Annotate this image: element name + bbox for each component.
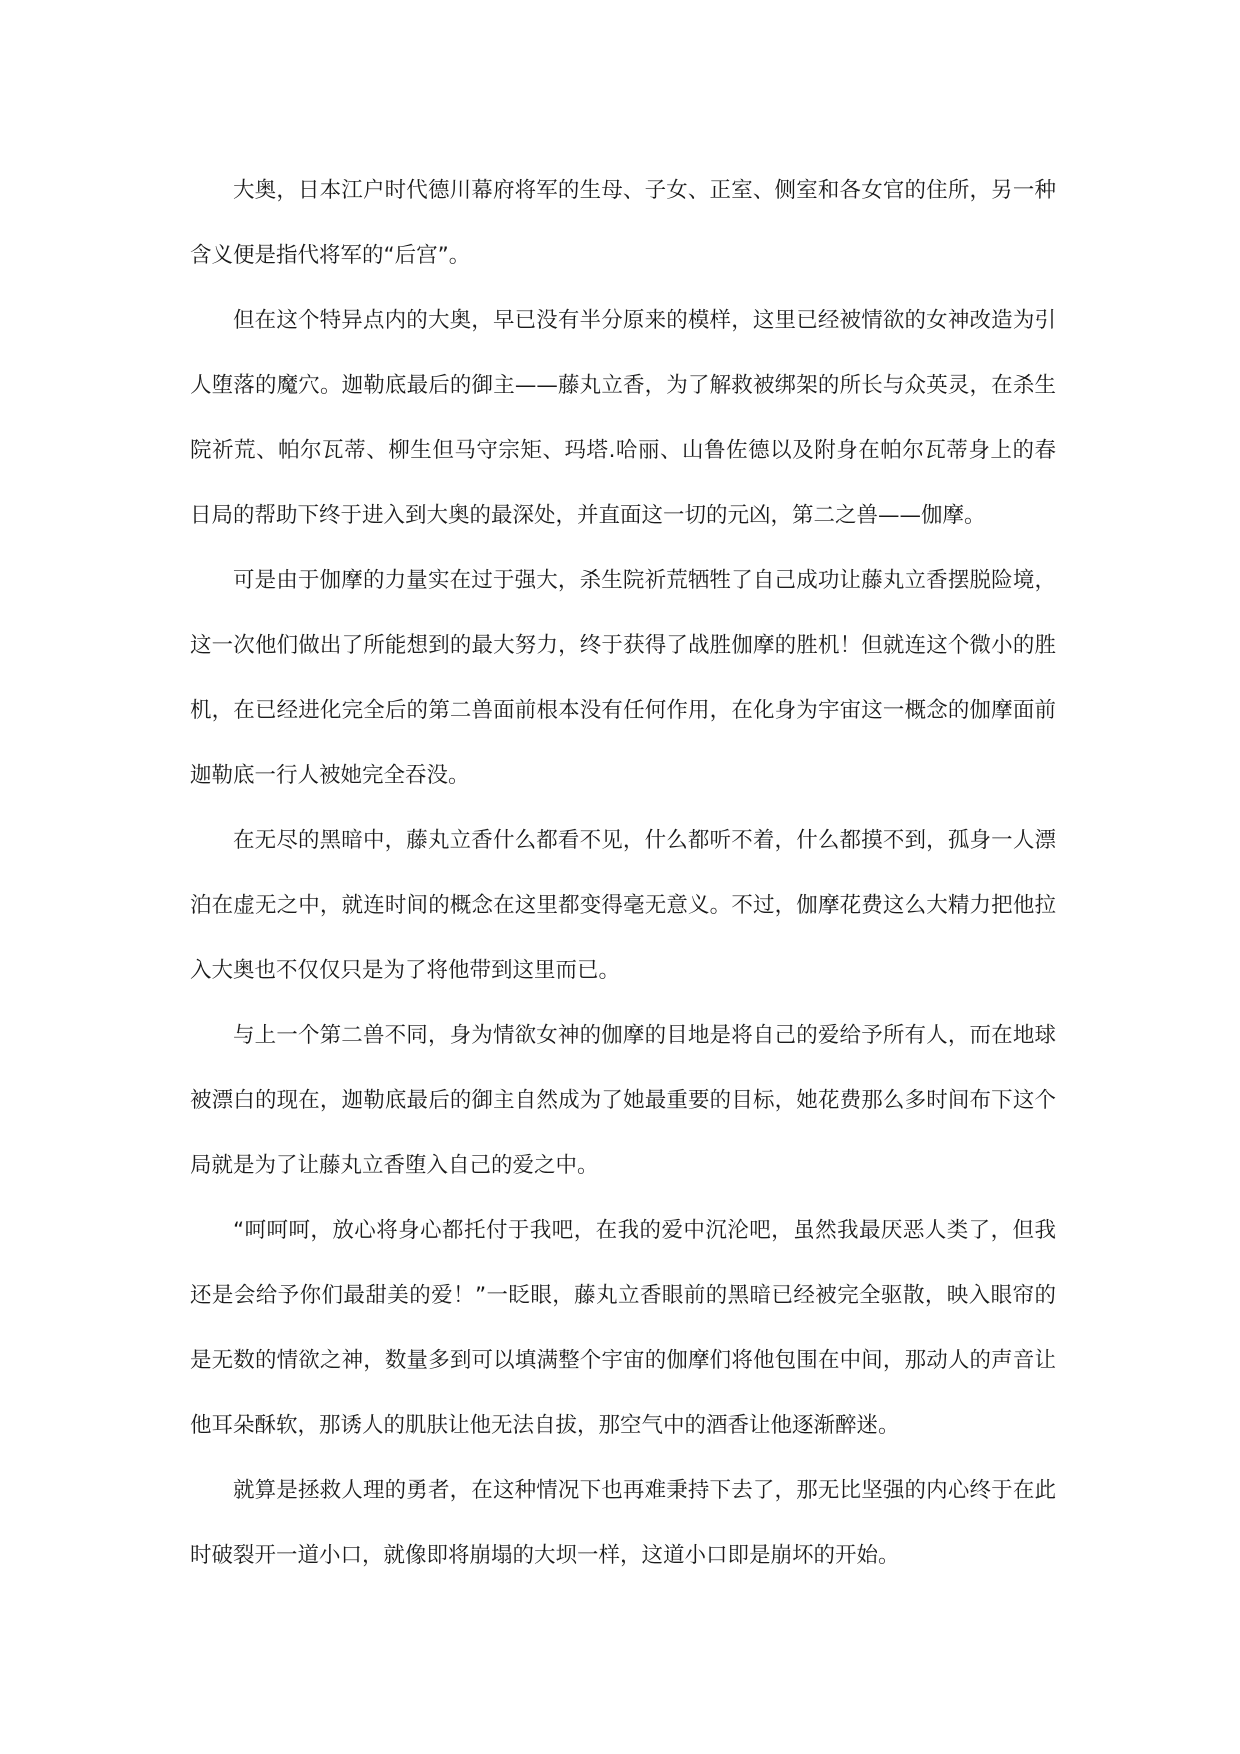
document-body [190,158,1056,1588]
paragraph-5: 与上一个第二兽不同，身为情欲女神的伽摩的目地是将自己的爱给予所有人，而在地球被漂白的现在，迦勒底最后的御主自然成为了她最重要的目标，她花费那么多时间布下这个局就是为了让藤丸立香堕入自己的爱之中。 [190,1023,1056,1178]
paragraph-7: 就算是拯救人理的勇者，在这种情况下也再难秉持下去了，那无比坚强的内心终于在此时破裂开一道小口，就像即将崩塌的大坝一样，这道小口即是崩坏的开始。 [190,1478,1056,1568]
paragraph-1: 大奥，日本江户时代德川幕府将军的生母、子女、正室、侧室和各女官的住所，另一种含义便是指代将军的“后宫”。 [190,178,1056,268]
paragraph-3: 可是由于伽摩的力量实在过于强大，杀生院祈荒牺牲了自己成功让藤丸立香摆脱险境，这一次他们做出了所能想到的最大努力，终于获得了战胜伽摩的胜机！但就连这个微小的胜机，在已经进化完全后的第二兽面前根本没有任何作用，在化身为宇宙这一概念的伽摩面前迦勒底一行人被她完全吞没。 [190,568,1056,788]
paragraph-2: 但在这个特异点内的大奥，早已没有半分原来的模样，这里已经被情欲的女神改造为引人堕落的魔穴。迦勒底最后的御主——藤丸立香，为了解救被绑架的所长与众英灵，在杀生院祈荒、帕尔瓦蒂、柳生但马守宗矩、玛塔.哈丽、山鲁佐德以及附身在帕尔瓦蒂身上的春日局的帮助下终于进入到大奥的最深处，并直面这一切的元凶，第二之兽——伽摩。 [190,308,1056,528]
paragraph-4: 在无尽的黑暗中，藤丸立香什么都看不见，什么都听不着，什么都摸不到，孤身一人漂泊在虚无之中，就连时间的概念在这里都变得毫无意义。不过，伽摩花费这么大精力把他拉入大奥也不仅仅只是为了将他带到这里而已。 [190,828,1056,983]
paragraph-6: “呵呵呵，放心将身心都托付于我吧，在我的爱中沉沦吧，虽然我最厌恶人类了，但我还是会给予你们最甜美的爱！”一眨眼，藤丸立香眼前的黑暗已经被完全驱散，映入眼帘的是无数的情欲之神，数量多到可以填满整个宇宙的伽摩们将他包围在中间，那动人的声音让他耳朵酥软，那诱人的肌肤让他无法自拔，那空气中的酒香让他逐渐醉迷。 [190,1218,1056,1438]
